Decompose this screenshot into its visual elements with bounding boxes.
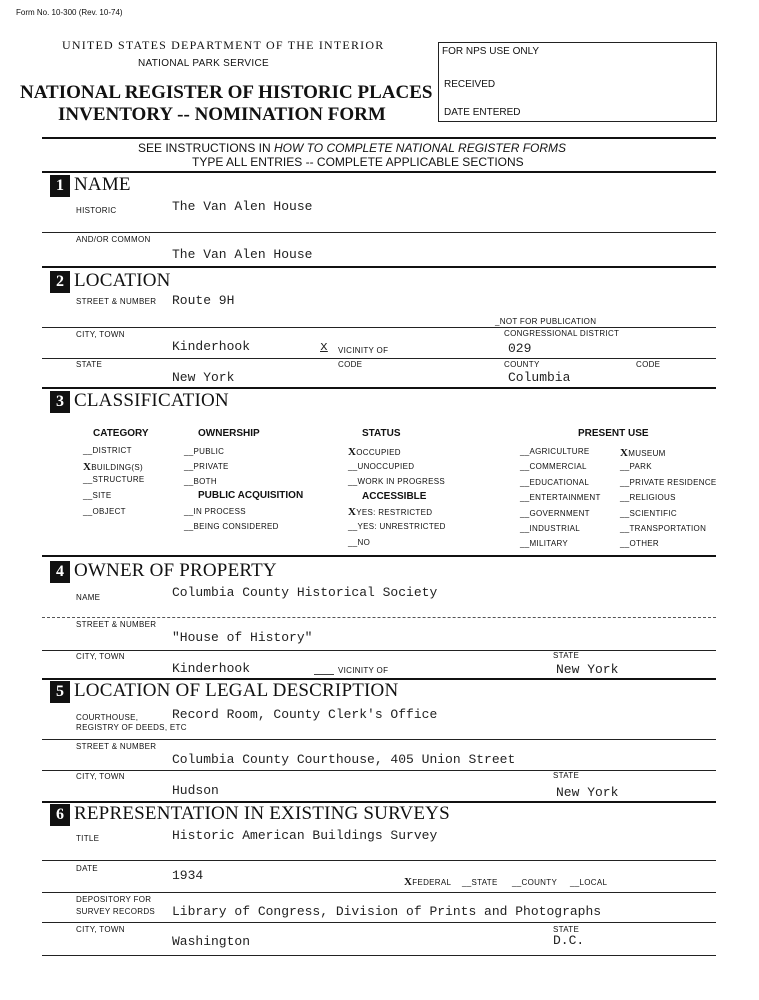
use-scientific: __SCIENTIFIC xyxy=(620,509,677,518)
section-title-legal-description: LOCATION OF LEGAL DESCRIPTION xyxy=(74,680,399,701)
ownership-private: __PRIVATE xyxy=(184,462,229,471)
ownership-both: __BOTH xyxy=(184,477,217,486)
survey-title-label: TITLE xyxy=(76,834,100,843)
use-agriculture: __AGRICULTURE xyxy=(520,447,590,456)
legal-street: Columbia County Courthouse, 405 Union Street xyxy=(172,752,516,767)
street-label: STREET & NUMBER xyxy=(76,297,157,306)
owner-name-label: NAME xyxy=(76,593,101,602)
received-label: RECEIVED xyxy=(444,79,496,90)
section-number-2: 2 xyxy=(50,271,70,293)
survey-city-label: CITY, TOWN xyxy=(76,925,125,934)
use-park: __PARK xyxy=(620,462,652,471)
use-military: __MILITARY xyxy=(520,539,569,548)
use-museum: XMUSEUM xyxy=(620,447,666,459)
use-industrial: __INDUSTRIAL xyxy=(520,524,581,533)
category-district: __DISTRICT xyxy=(83,446,132,455)
city-label: CITY, TOWN xyxy=(76,330,125,339)
common-label: AND/OR COMMON xyxy=(76,235,151,244)
owner-state: New York xyxy=(556,662,619,677)
vicinity-label: VICINITY OF xyxy=(338,346,389,355)
depository-label-2: SURVEY RECORDS xyxy=(76,907,156,916)
depository-label-1: DEPOSITORY FOR xyxy=(76,895,152,904)
courthouse-value: Record Room, County Clerk's Office xyxy=(172,707,438,722)
ownership-heading: OWNERSHIP xyxy=(198,428,260,439)
form-title-line2: INVENTORY -- NOMINATION FORM xyxy=(58,104,386,125)
survey-date-label: DATE xyxy=(76,864,98,873)
district-value: 029 xyxy=(508,341,532,356)
survey-city: Washington xyxy=(172,934,251,949)
department: UNITED STATES DEPARTMENT OF THE INTERIOR xyxy=(62,38,385,52)
use-transportation: __TRANSPORTATION xyxy=(620,524,707,533)
category-site: __SITE xyxy=(83,491,112,500)
section-title-owner: OWNER OF PROPERTY xyxy=(74,560,277,581)
section-number-4: 4 xyxy=(50,561,70,583)
public-acquisition-heading: PUBLIC ACQUISITION xyxy=(198,490,304,501)
survey-state-value: D.C. xyxy=(553,933,585,948)
use-government: __GOVERNMENT xyxy=(520,509,590,518)
status-heading: STATUS xyxy=(362,428,401,439)
survey-federal: XFEDERAL xyxy=(404,876,452,888)
survey-state: __STATE xyxy=(462,878,498,887)
use-commercial: __COMMERCIAL xyxy=(520,462,587,471)
county-label: COUNTY xyxy=(504,360,540,369)
use-entertainment: __ENTERTAINMENT xyxy=(520,493,601,502)
category-object: __OBJECT xyxy=(83,507,126,516)
use-other: __OTHER xyxy=(620,539,659,548)
section-title-name: NAME xyxy=(74,174,131,195)
acquisition-being-considered: __BEING CONSIDERED xyxy=(184,522,279,531)
legal-state-label: STATE xyxy=(553,771,580,780)
form-number: Form No. 10-300 (Rev. 10-74) xyxy=(16,8,123,17)
category-structure: __STRUCTURE xyxy=(83,475,145,484)
city-value: Kinderhook xyxy=(172,339,251,354)
legal-state: New York xyxy=(556,785,619,800)
instructions-line2: TYPE ALL ENTRIES -- COMPLETE APPLICABLE SECTIONS xyxy=(192,155,524,169)
accessible-heading: ACCESSIBLE xyxy=(362,491,427,502)
code-label: CODE xyxy=(338,360,363,369)
historic-label: HISTORIC xyxy=(76,206,117,215)
vicinity-mark: x xyxy=(320,339,328,354)
legal-city: Hudson xyxy=(172,783,219,798)
section-number-1: 1 xyxy=(50,175,70,197)
section-number-6: 6 xyxy=(50,804,70,826)
category-building: XBUILDING(S) xyxy=(83,461,143,473)
county-value: Columbia xyxy=(508,370,571,385)
use-educational: __EDUCATIONAL xyxy=(520,478,590,487)
owner-street-label: STREET & NUMBER xyxy=(76,620,157,629)
owner-city: Kinderhook xyxy=(172,661,251,676)
owner-city-label: CITY, TOWN xyxy=(76,652,125,661)
state-value: New York xyxy=(172,370,235,385)
code2-label: CODE xyxy=(636,360,661,369)
section-title-location: LOCATION xyxy=(74,270,171,291)
section-number-5: 5 xyxy=(50,681,70,703)
section-title-classification: CLASSIFICATION xyxy=(74,390,229,411)
legal-street-label: STREET & NUMBER xyxy=(76,742,157,751)
category-heading: CATEGORY xyxy=(93,428,149,439)
street-value: Route 9H xyxy=(172,293,235,308)
use-private-residence: __PRIVATE RESIDENCE xyxy=(620,478,717,487)
survey-date: 1934 xyxy=(172,868,204,883)
survey-title: Historic American Buildings Survey xyxy=(172,828,438,843)
status-unoccupied: __UNOCCUPIED xyxy=(348,462,415,471)
acquisition-in-process: __IN PROCESS xyxy=(184,507,246,516)
nps-box-title: FOR NPS USE ONLY xyxy=(442,46,540,57)
nps-use-box xyxy=(438,42,717,122)
common-name: The Van Alen House xyxy=(172,247,313,262)
use-religious: __RELIGIOUS xyxy=(620,493,676,502)
registry-label: REGISTRY OF DEEDS, ETC xyxy=(76,723,187,732)
owner-name: Columbia County Historical Society xyxy=(172,585,438,600)
legal-city-label: CITY, TOWN xyxy=(76,772,125,781)
status-occupied: XOCCUPIED xyxy=(348,446,401,458)
district-label: CONGRESSIONAL DISTRICT xyxy=(504,329,620,338)
accessible-unrestricted: __YES: UNRESTRICTED xyxy=(348,522,446,531)
service: NATIONAL PARK SERVICE xyxy=(138,58,269,69)
survey-county: __COUNTY xyxy=(512,878,558,887)
accessible-no: __NO xyxy=(348,538,371,547)
accessible-restricted: XYES: RESTRICTED xyxy=(348,506,433,518)
instructions-line1: SEE INSTRUCTIONS IN HOW TO COMPLETE NATIONAL REGISTER FORMS xyxy=(138,141,567,155)
present-use-heading: PRESENT USE xyxy=(578,428,649,439)
courthouse-label: COURTHOUSE, xyxy=(76,713,139,722)
owner-vicinity-label: VICINITY OF xyxy=(338,666,389,675)
owner-state-label: STATE xyxy=(553,651,580,660)
owner-street: "House of History" xyxy=(172,630,313,645)
state-label: STATE xyxy=(76,360,103,369)
depository-value: Library of Congress, Division of Prints and Photographs xyxy=(172,904,602,919)
section-number-3: 3 xyxy=(50,391,70,413)
section-title-surveys: REPRESENTATION IN EXISTING SURVEYS xyxy=(74,803,450,824)
not-for-publication: _NOT FOR PUBLICATION xyxy=(495,317,597,326)
survey-local: __LOCAL xyxy=(570,878,608,887)
survey-state-label: STATE xyxy=(553,925,580,934)
ownership-public: __PUBLIC xyxy=(184,447,225,456)
historic-name: The Van Alen House xyxy=(172,199,313,214)
status-work-in-progress: __WORK IN PROGRESS xyxy=(348,477,445,486)
form-title-line1: NATIONAL REGISTER OF HISTORIC PLACES xyxy=(20,82,433,103)
date-entered-label: DATE ENTERED xyxy=(444,107,521,118)
